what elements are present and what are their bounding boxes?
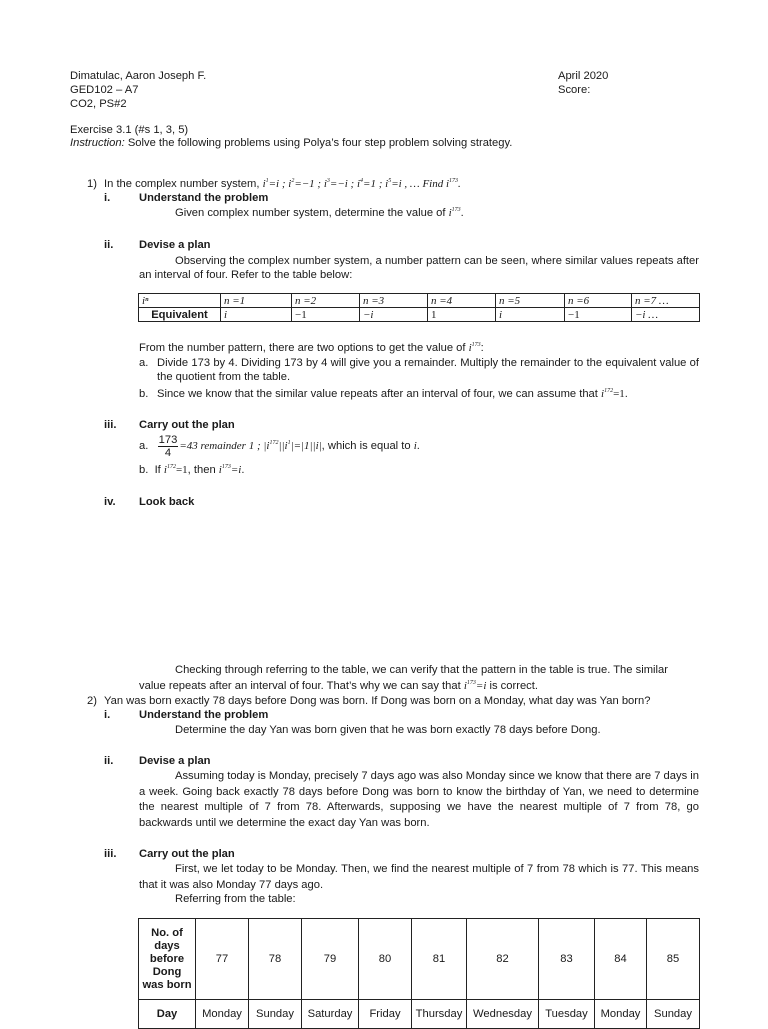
table-cell: Sunday <box>249 1000 302 1029</box>
table-cell: 79 <box>302 919 359 1000</box>
p1-step2-text: Observing the complex number system, a number pattern can be seen, where similar values repeats after an interval of four. Refer to the table below: <box>139 255 699 281</box>
p2-step2-text: Assuming today is Monday, precisely 7 days ago was also Monday since we know that there are 7 days in a week. Going back exactly 78 days before Dong was born to know the birthday of Yan, we need to determine the nearest multiple of 7 from 78. Afterwards, supposing we have the nearest multiple of 7 from 78, go backwards until we determine the exact day Yan was born. <box>139 770 700 829</box>
problem2-number: 2) <box>87 695 97 707</box>
p1-step4-text-line1: Checking through referring to the table, we can verify that the pattern in the table is true. The similar <box>175 664 668 676</box>
table-row <box>139 294 700 308</box>
exercise-title: Exercise 3.1 (#s 1, 3, 5) <box>70 124 189 136</box>
p2-step2-numeral: ii. <box>104 755 114 767</box>
table-cell: Monday <box>196 1000 249 1029</box>
p1-step4-text-line2: value repeats after an interval of four. That’s why we can say that $i^{173}=i$ is correct. <box>139 680 538 692</box>
table-cell: Monday <box>595 1000 647 1029</box>
table-row-label: Equivalent <box>139 308 221 322</box>
p1-option-b-text: Since we know that the similar value repeats after an interval of four, we can assume that $i^{172}=1$. <box>157 388 628 400</box>
p1-step1-title: Understand the problem <box>139 192 269 204</box>
p1-step4-numeral: iv. <box>104 496 116 508</box>
date: April 2020 <box>558 70 609 82</box>
p2-step3-title: Carry out the plan <box>139 848 235 860</box>
table-cell: −1 <box>292 308 360 322</box>
assignment-code: CO2, PS#2 <box>70 98 127 110</box>
problem1-statement: In the complex number system, $i^1=i$ ; $i^2=-1$ ; $i^3=-i$ ; $i^4=1$ ; $i^5=i$ , … Find $i^{173}$. <box>104 178 461 190</box>
table-cell: 85 <box>647 919 700 1000</box>
p2-table-intro: Referring from the table: <box>175 893 296 905</box>
table-cell: Saturday <box>302 1000 359 1029</box>
table-row <box>139 1000 700 1029</box>
table-row <box>139 919 700 1000</box>
p1-step1-text: Given complex number system, determine the value of $i^{173}$. <box>175 207 464 219</box>
p2-step3-text: First, we let today to be Monday. Then, we find the nearest multiple of 7 from 78 which is 77. This means that it was also Monday 77 days ago. <box>139 863 699 891</box>
p1-option-a-text: Divide 173 by 4. Dividing 173 by 4 will give you a remainder. Multiply the remainder to the equivalent value of the quotient from the table. <box>157 357 699 383</box>
table-cell: 78 <box>249 919 302 1000</box>
student-name: Dimatulac, Aaron Joseph F. <box>70 70 207 82</box>
course-code: GED102 – A7 <box>70 84 139 96</box>
table-cell: Friday <box>359 1000 412 1029</box>
table-cell: iⁿ <box>139 294 221 308</box>
table-cell: n =4 <box>428 294 496 308</box>
table-cell: n =5 <box>496 294 565 308</box>
p1-step4-title: Look back <box>139 496 195 508</box>
problem1-math: $i^1=i$ ; $i^2=-1$ ; $i^3=-i$ ; $i^4=1$ ; $i^5=i$ , … Find $i^{173}$. <box>262 178 461 190</box>
instruction-label: Instruction: <box>70 137 125 149</box>
p1-step2-title: Devise a plan <box>139 239 211 251</box>
p2-step1-text: Determine the day Yan was born given that he was born exactly 78 days before Dong. <box>175 724 601 736</box>
table-cell: n =1 <box>221 294 292 308</box>
table-row-label: No. of days before Dong was born <box>139 919 196 1000</box>
table-row <box>139 308 700 322</box>
table-cell: −i … <box>632 308 700 322</box>
p1-step1-numeral: i. <box>104 192 111 204</box>
table-cell: n =7 … <box>632 294 700 308</box>
table-cell: 82 <box>467 919 539 1000</box>
table-cell: 80 <box>359 919 412 1000</box>
instruction-text: Solve the following problems using Polya’s four step problem solving strategy. <box>124 137 513 149</box>
table-cell: Tuesday <box>539 1000 595 1029</box>
table-cell: n =6 <box>565 294 632 308</box>
table-cell: Wednesday <box>467 1000 539 1029</box>
p1-step3-title: Carry out the plan <box>139 419 235 431</box>
table-cell: i <box>221 308 292 322</box>
table-cell: i <box>496 308 565 322</box>
table-cell: 77 <box>196 919 249 1000</box>
table-cell: −1 <box>565 308 632 322</box>
table-row-label: Day <box>139 1000 196 1029</box>
table-cell: 83 <box>539 919 595 1000</box>
table-cell: n =2 <box>292 294 360 308</box>
p1-step3-numeral: iii. <box>104 419 117 431</box>
p1-options-intro: From the number pattern, there are two options to get the value of $i^{173}$: <box>139 342 484 354</box>
p1-option-a-label: a. <box>139 357 149 369</box>
table-cell: 84 <box>595 919 647 1000</box>
p2-step3-numeral: iii. <box>104 848 117 860</box>
power-of-i-table <box>138 293 700 322</box>
problem2-statement: Yan was born exactly 78 days before Dong was born. If Dong was born on a Monday, what day was Yan born? <box>104 695 651 707</box>
p1-step2-numeral: ii. <box>104 239 114 251</box>
problem1-number: 1) <box>87 178 97 190</box>
p1-step3-a: a. $\frac{173}{4}$ =43 remainder 1 ; $|i^{172}||i^1|=|1||i|$, which is equal to i. <box>139 433 420 459</box>
p1-step3-b: b. If $i^{172}=1$, then $i^{173}=i$. <box>139 464 245 476</box>
table-cell: Sunday <box>647 1000 700 1029</box>
days-table <box>138 918 700 1029</box>
table-cell: 1 <box>428 308 496 322</box>
instruction <box>70 136 512 150</box>
p2-step1-numeral: i. <box>104 709 111 721</box>
table-cell: Thursday <box>412 1000 467 1029</box>
p2-step1-title: Understand the problem <box>139 709 269 721</box>
score-label: Score: <box>558 84 591 96</box>
fraction: $\frac{173}{4}$ <box>158 433 178 459</box>
table-cell: 81 <box>412 919 467 1000</box>
p2-step2-title: Devise a plan <box>139 755 211 767</box>
table-cell: n =3 <box>360 294 428 308</box>
table-cell: −i <box>360 308 428 322</box>
p1-option-b-label: b. <box>139 388 149 400</box>
